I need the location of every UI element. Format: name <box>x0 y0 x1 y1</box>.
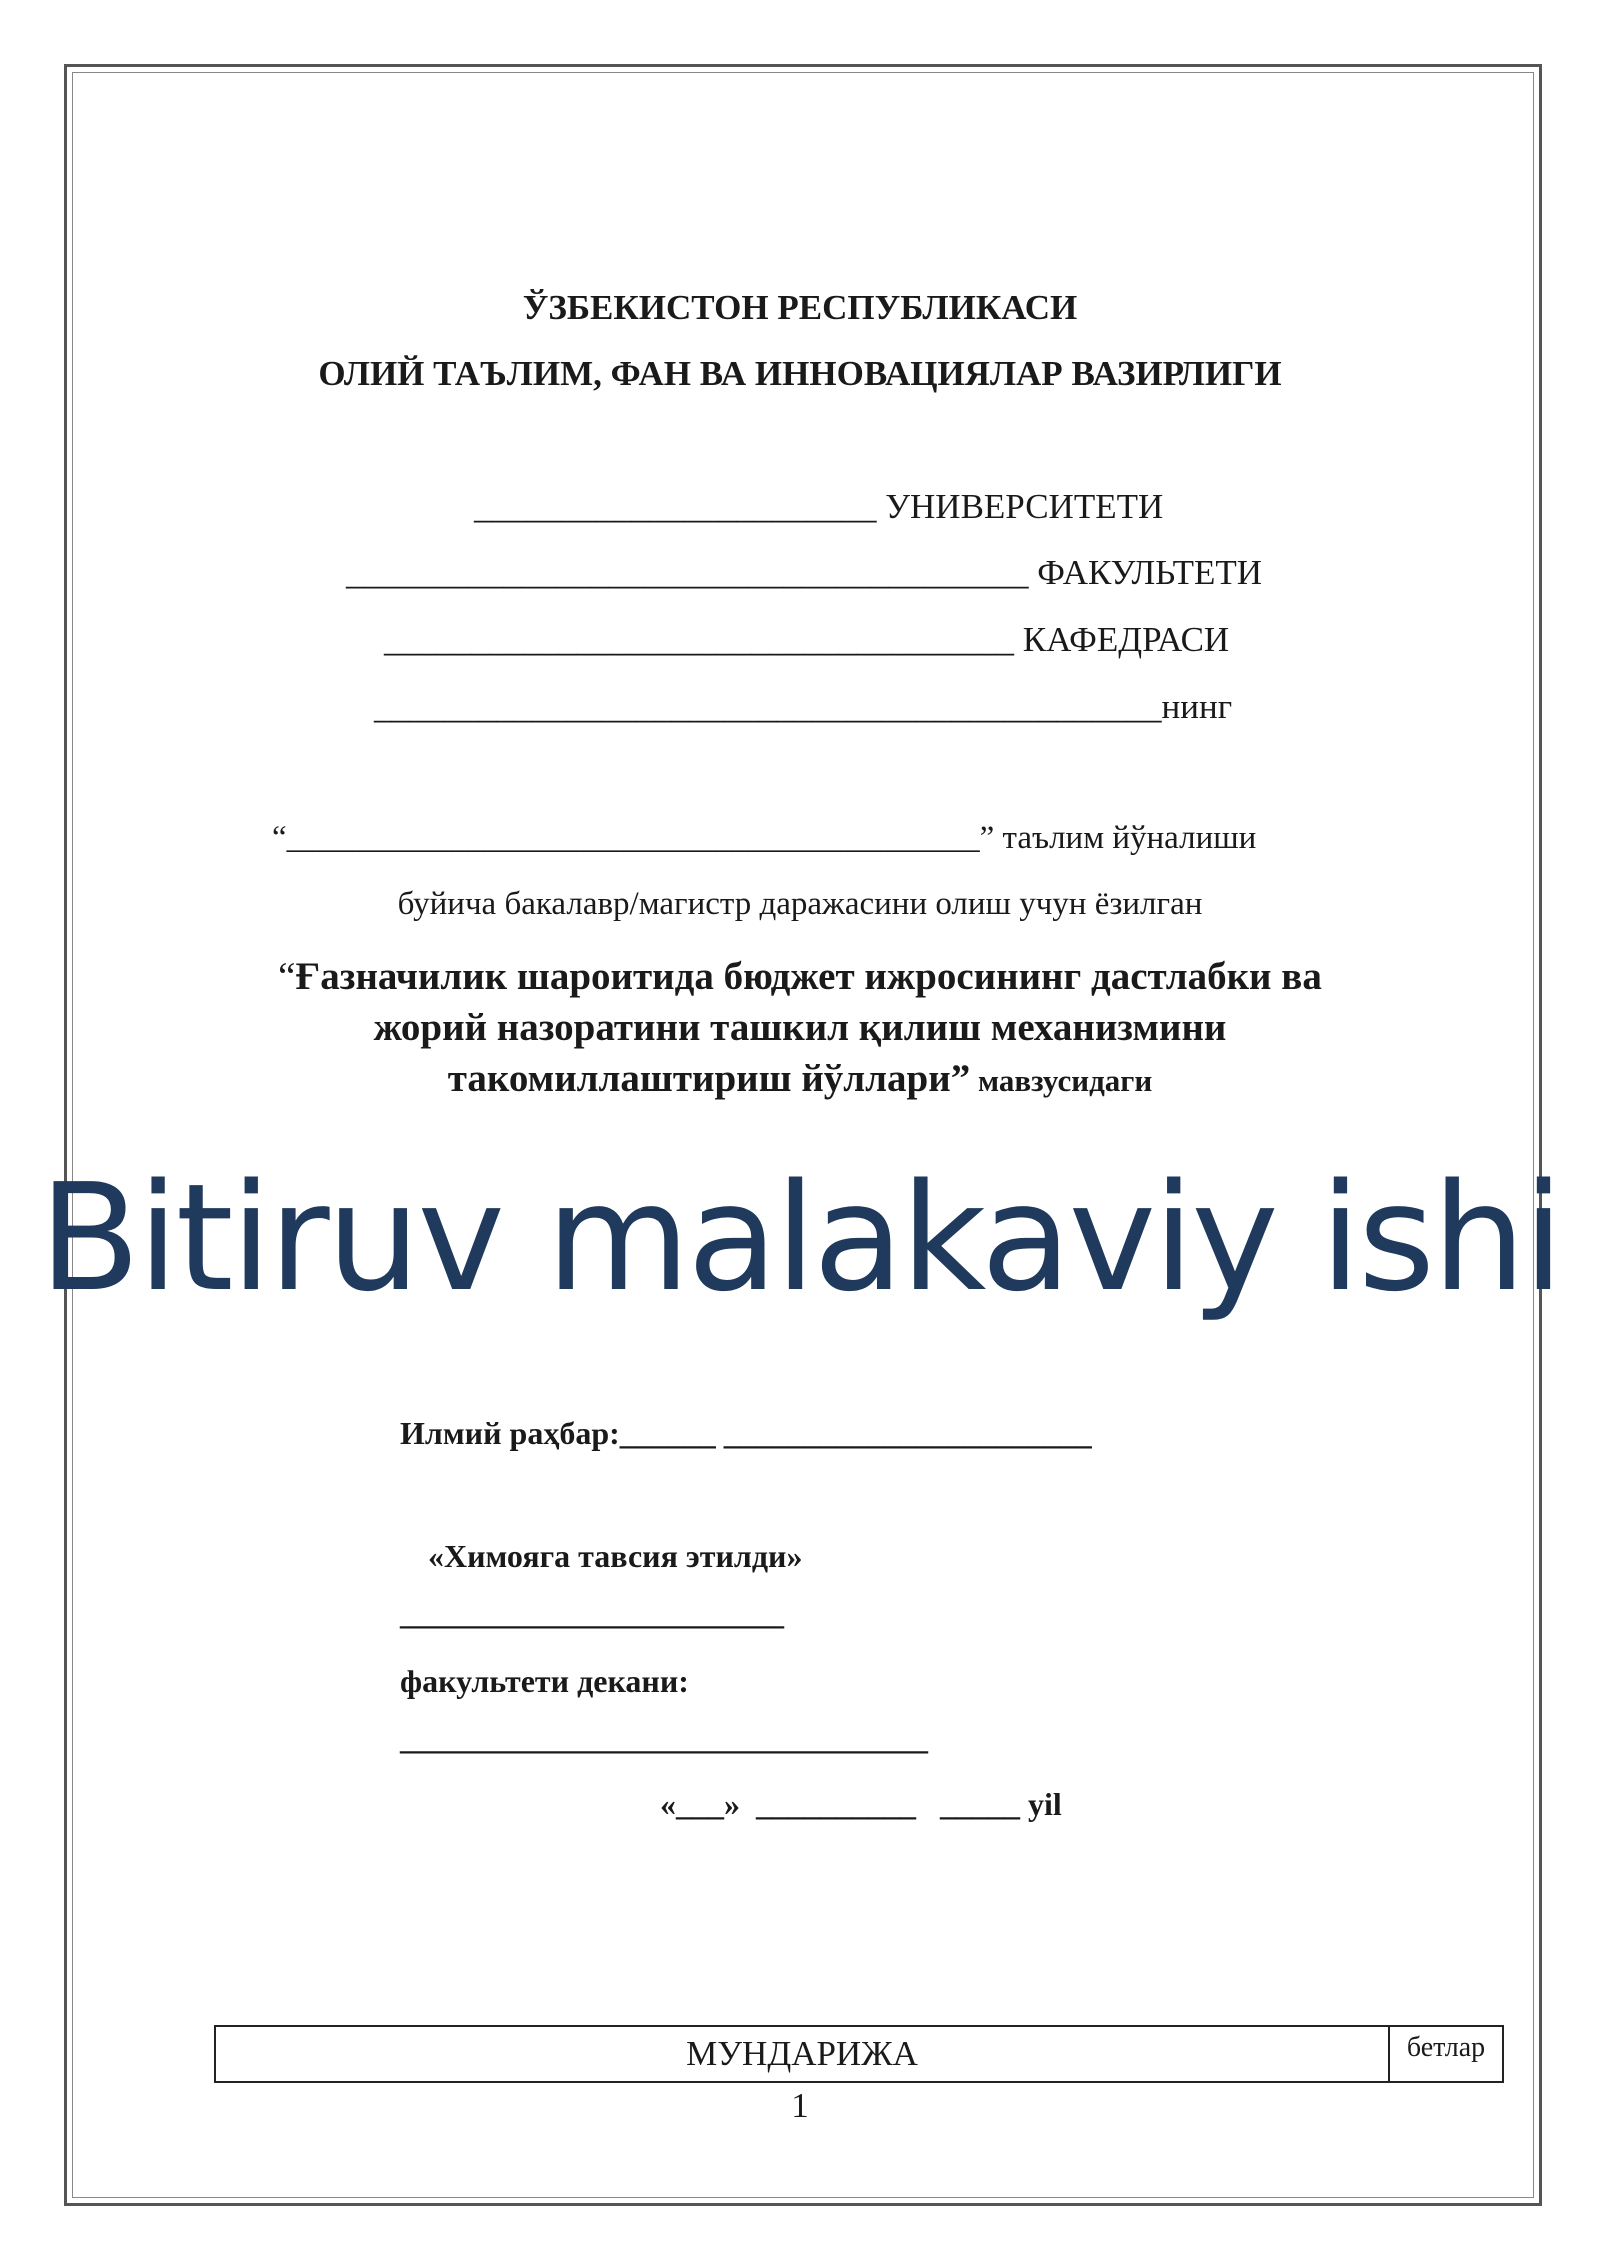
signature-blank-2: _________________________________ <box>400 1720 928 1756</box>
topic-text-1: Ғазначилик шароитида бюджет ижросининг дастлабки ва <box>295 955 1322 998</box>
toc-heading: МУНДАРИЖА <box>216 2027 1390 2081</box>
faculty-line: _______________________________________ ФАКУЛЬТЕТИ <box>346 553 1263 592</box>
page-number: 1 <box>791 2086 809 2125</box>
topic-open-quote: “ <box>278 955 296 998</box>
topic-line-3 <box>0 1053 1600 1106</box>
student-line: _____________________________________________нинг <box>374 687 1233 726</box>
signature-blank-1: ________________________ <box>400 1595 784 1631</box>
department-line: ____________________________________ КАФЕДРАСИ <box>384 620 1230 659</box>
date-line: «___» __________ _____ yil <box>660 1786 1062 1822</box>
direction-line: “__________________________________________” таълим йўналиши <box>272 820 1257 856</box>
topic-suffix: мавзусидаги <box>970 1063 1153 1098</box>
supervisor-line: Илмий раҳбар:______ _______________________ <box>400 1415 1092 1451</box>
degree-line: буйича бакалавр/магистр даражасини олиш учун ёзилган <box>397 886 1203 922</box>
recommended-label: «Химояга тавсия этилди» <box>428 1538 803 1574</box>
topic-line-2: жорий назоратини ташкил қилиш механизмини <box>373 1006 1227 1049</box>
toc-table <box>214 2025 1504 2083</box>
document-title: Bitiruv malakaviy ishi <box>38 1152 1562 1324</box>
topic-line-1 <box>0 951 1600 1002</box>
toc-pages-label: бетлар <box>1406 2032 1486 2063</box>
dean-label: факультети декани: <box>400 1663 689 1699</box>
topic-text-3: такомиллаштириш йўллари” <box>447 1057 971 1100</box>
ministry-heading: ОЛИЙ ТАЪЛИМ, ФАН ВА ИННОВАЦИЯЛАР ВАЗИРЛИГИ <box>318 354 1282 393</box>
university-line: _______________________ УНИВЕРСИТЕТИ <box>474 487 1164 526</box>
country-heading: ЎЗБЕКИСТОН РЕСПУБЛИКАСИ <box>522 288 1078 327</box>
